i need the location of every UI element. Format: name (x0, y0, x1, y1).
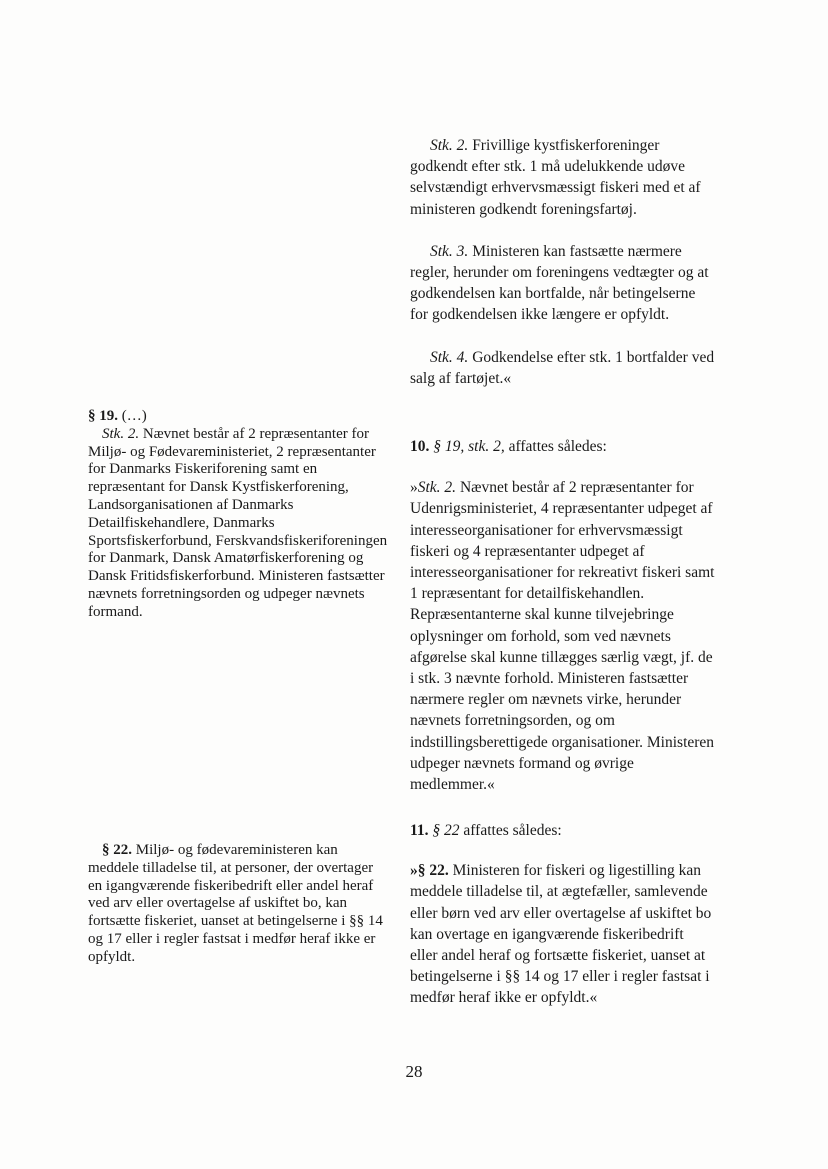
section-number: § 22. (102, 842, 132, 858)
amendment-10-text (410, 477, 715, 795)
stk-3-paragraph (410, 241, 715, 326)
amendment-heading-rest: affattes således: (504, 438, 607, 455)
paragraph-text: Ministeren for fiskeri og ligestilling kan meddele tilladelse til, at ægtefæller, samlevende eller børn ved arv eller overtagelse af uskiftet bo kan overtage en igangværende fiskeribedrift eller andel heraf og fortsætte fiskeriet, uanset at betingelserne i §§ 14 og 17 eller i regler fastsat i medfør heraf ikke er opfyldt.« (410, 862, 712, 1007)
page-number: 28 (405, 1062, 423, 1081)
section-number: § 19. (88, 408, 118, 424)
section-19-stk-2 (88, 426, 388, 622)
current-law-section-22 (88, 842, 388, 967)
amendment-number: 10. (410, 438, 430, 455)
stk-label: Stk. 2. (417, 479, 457, 497)
current-law-section-19 (88, 408, 388, 622)
amendment-11 (410, 820, 715, 1009)
stk-label: Stk. 3. (430, 242, 469, 260)
amendment-heading-rest: affattes således: (459, 822, 562, 839)
amendment-11-text (410, 860, 715, 1008)
section-22-paragraph (88, 842, 388, 967)
stk-label: Stk. 4. (430, 348, 469, 366)
amendment-10 (410, 436, 715, 795)
quote-mark: » (410, 479, 418, 497)
amendment-10-heading (410, 436, 715, 457)
amendment-11-heading (410, 820, 715, 841)
paragraph-text: Godkendelse efter stk. 1 bortfalder ved salg af fartøjet.« (410, 348, 715, 387)
section-heading-rest: (…) (118, 408, 147, 424)
paragraph-text: Ministeren kan fastsætte nærmere regler, herunder om foreningens vedtægter og at godkendelsen kan bortfalde, når betingelserne for godkendelsen ikke længere er opfyldt. (410, 242, 709, 324)
paragraph-text: Nævnet består af 2 repræsentanter for Udenrigsministeriet, 4 repræsentanter udpeget af interesseorganisationer for erhvervsmæssigt fiskeri og 4 repræsentanter udpeget af interesseorganisationer for rekreativt fiskeri samt 1 repræsentant for detailfiskehandlen. Repræsentanterne skal kunne tilvejebringe oplysninger om forhold, som ved nævnets afgørelse skal kunne tillægges særlig vægt, jf. de i stk. 3 nævnte forhold. Ministeren fastsætter nærmere regler om nævnets virke, herunder nævnets forretningsorden, og om indstillingsberettigede organisationer. Ministeren udpeger nævnets formand og øvrige medlemmer.« (410, 479, 715, 794)
right-top-block (410, 135, 715, 389)
amendment-number: 11. (410, 822, 429, 839)
paragraph-text: Nævnet består af 2 repræsentanter for Miljø- og Fødevareministeriet, 2 repræsentanter for Danmarks Fiskeriforening samt en repræsentant for Dansk Kystfiskerforening, Landsorganisationen af Danmarks Detailfiskehandlere, Danmarks Sportsfiskerforbund, Ferskvandsfiskeriforeningen for Danmark, Dansk Amatørfiskerforening og Dansk Fritidsfiskerforbund. Ministeren fastsætter nævnets forretningsorden og udpeger nævnets formand. (88, 425, 388, 620)
stk-label: Stk. 2. (430, 137, 469, 154)
stk-2-paragraph (410, 135, 715, 220)
section-19-heading (88, 408, 388, 426)
section-reference: § 22 (432, 822, 460, 839)
paragraph-text: Miljø- og fødevareministeren kan meddele tilladelse til, at personer, der overtager en igangværende fiskeribedrift eller andel heraf ved arv eller overtagelse af uskiftet bo, kan fortsætte fiskeriet, uanset at betingelserne i §§ 14 og 17 eller i regler fastsat i medfør heraf ikke er opfyldt. (88, 842, 383, 965)
section-number: »§ 22. (410, 862, 449, 880)
section-reference: § 19, stk. 2, (433, 438, 505, 455)
stk-4-paragraph (410, 347, 715, 389)
stk-label: Stk. 2. (102, 425, 140, 442)
paragraph-text: Frivillige kystfiskerforeninger godkendt efter stk. 1 må udelukkende udøve selvstændigt erhvervsmæssigt fiskeri med et af ministeren godkendt foreningsfartøj. (410, 137, 701, 218)
